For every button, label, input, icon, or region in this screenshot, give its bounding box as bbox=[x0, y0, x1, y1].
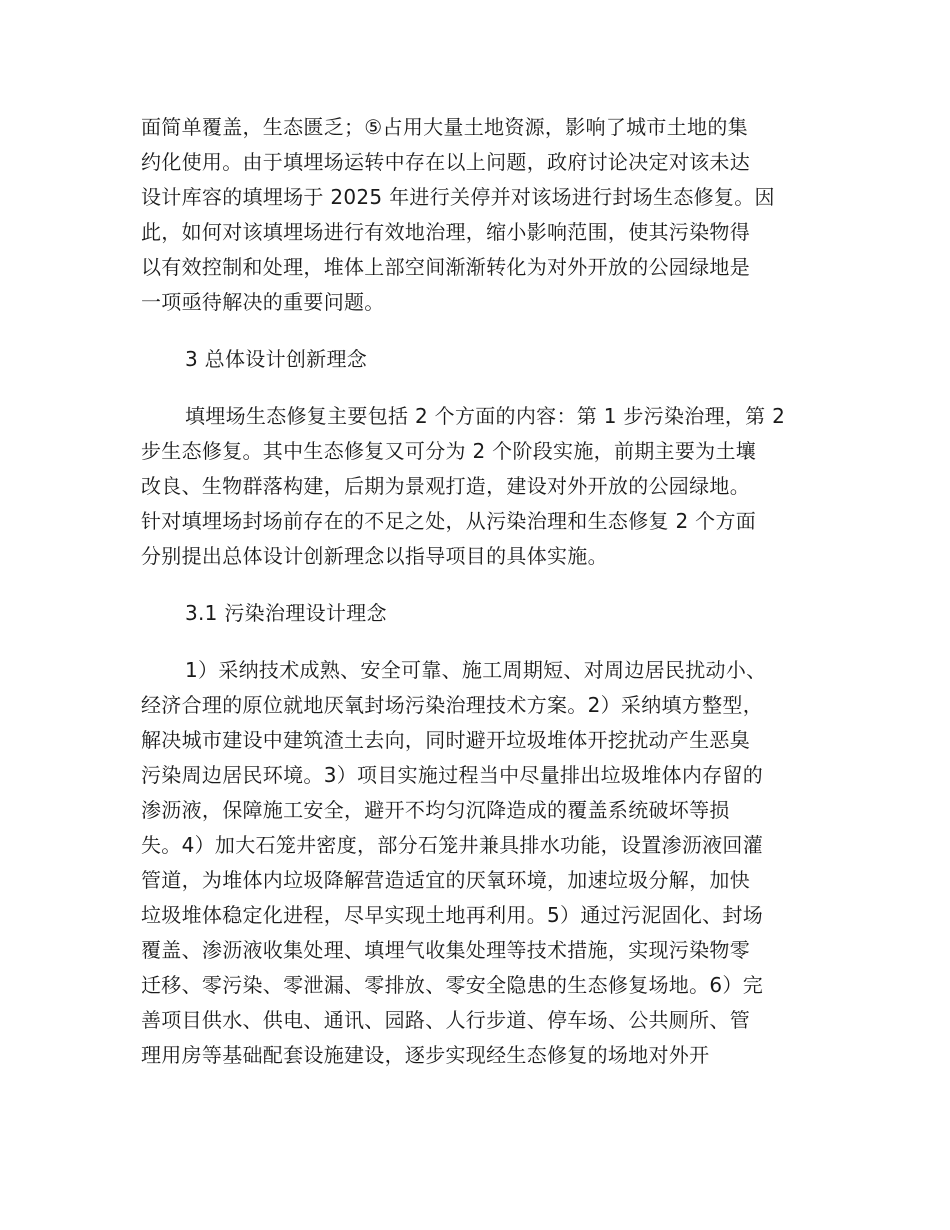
text-line: 1）采纳技术成熟、安全可靠、施工周期短、对周边居民扰动小、 bbox=[185, 658, 767, 682]
section-heading-3-1: 3.1 污染治理设计理念 bbox=[185, 601, 387, 625]
paragraph-design-concept bbox=[141, 399, 809, 574]
text-line: 理用房等基础配套设施建设，逐步实现经生态修复的场地对外开 bbox=[141, 1043, 710, 1067]
text-line: 改良、生物群落构建，后期为景观打造，建设对外开放的公园绿地。 bbox=[141, 474, 750, 498]
text-line: 一项亟待解决的重要问题。 bbox=[141, 290, 385, 314]
text-line: 约化使用。由于填埋场运转中存在以上问题，政府讨论决定对该未达 bbox=[141, 150, 750, 174]
text-line: 针对填埋场封场前存在的不足之处，从污染治理和生态修复 2 个方面 bbox=[141, 509, 757, 533]
text-line: 填埋场生态修复主要包括 2 个方面的内容：第 1 步污染治理，第 2 bbox=[185, 404, 786, 428]
document-body bbox=[141, 110, 809, 1073]
paragraph-pollution-control bbox=[141, 653, 809, 1073]
text-line: 分别提出总体设计创新理念以指导项目的具体实施。 bbox=[141, 544, 608, 568]
text-line: 解决城市建设中建筑渣土去向，同时避开垃圾堆体开挖扰动产生恶臭 bbox=[141, 728, 750, 752]
text-line: 面简单覆盖，生态匮乏；⑤占用大量土地资源，影响了城市土地的集 bbox=[141, 115, 748, 139]
text-line: 失。4）加大石笼井密度，部分石笼井兼具排水功能，设置渗沥液回灌 bbox=[141, 833, 764, 857]
text-line: 渗沥液，保障施工安全，避开不均匀沉降造成的覆盖系统破坏等损 bbox=[141, 798, 730, 822]
text-line: 善项目供水、供电、通讯、园路、人行步道、停车场、公共厕所、管 bbox=[141, 1008, 750, 1032]
text-line: 垃圾堆体稳定化进程，尽早实现土地再利用。5）通过污泥固化、封场 bbox=[141, 903, 764, 927]
section-heading-3: 3 总体设计创新理念 bbox=[185, 347, 368, 371]
text-line: 设计库容的填埋场于 2025 年进行关停并对该场进行封场生态修复。因 bbox=[141, 185, 775, 209]
text-line: 以有效控制和处理，堆体上部空间渐渐转化为对外开放的公园绿地是 bbox=[141, 255, 750, 279]
text-line: 管道，为堆体内垃圾降解营造适宜的厌氧环境，加速垃圾分解，加快 bbox=[141, 868, 750, 892]
paragraph-problems-continued bbox=[141, 110, 809, 320]
text-line: 此，如何对该填埋场进行有效地治理，缩小影响范围，使其污染物得 bbox=[141, 220, 750, 244]
text-line: 迁移、零污染、零泄漏、零排放、零安全隐患的生态修复场地。6）完 bbox=[141, 973, 764, 997]
text-line: 覆盖、渗沥液收集处理、填埋气收集处理等技术措施，实现污染物零 bbox=[141, 938, 750, 962]
text-line: 污染周边居民环境。3）项目实施过程当中尽量排出垃圾堆体内存留的 bbox=[141, 763, 764, 787]
text-line: 步生态修复。其中生态修复又可分为 2 个阶段实施，前期主要为土壤 bbox=[141, 439, 757, 463]
text-line: 经济合理的原位就地厌氧封场污染治理技术方案。2）采纳填方整型， bbox=[141, 693, 764, 717]
